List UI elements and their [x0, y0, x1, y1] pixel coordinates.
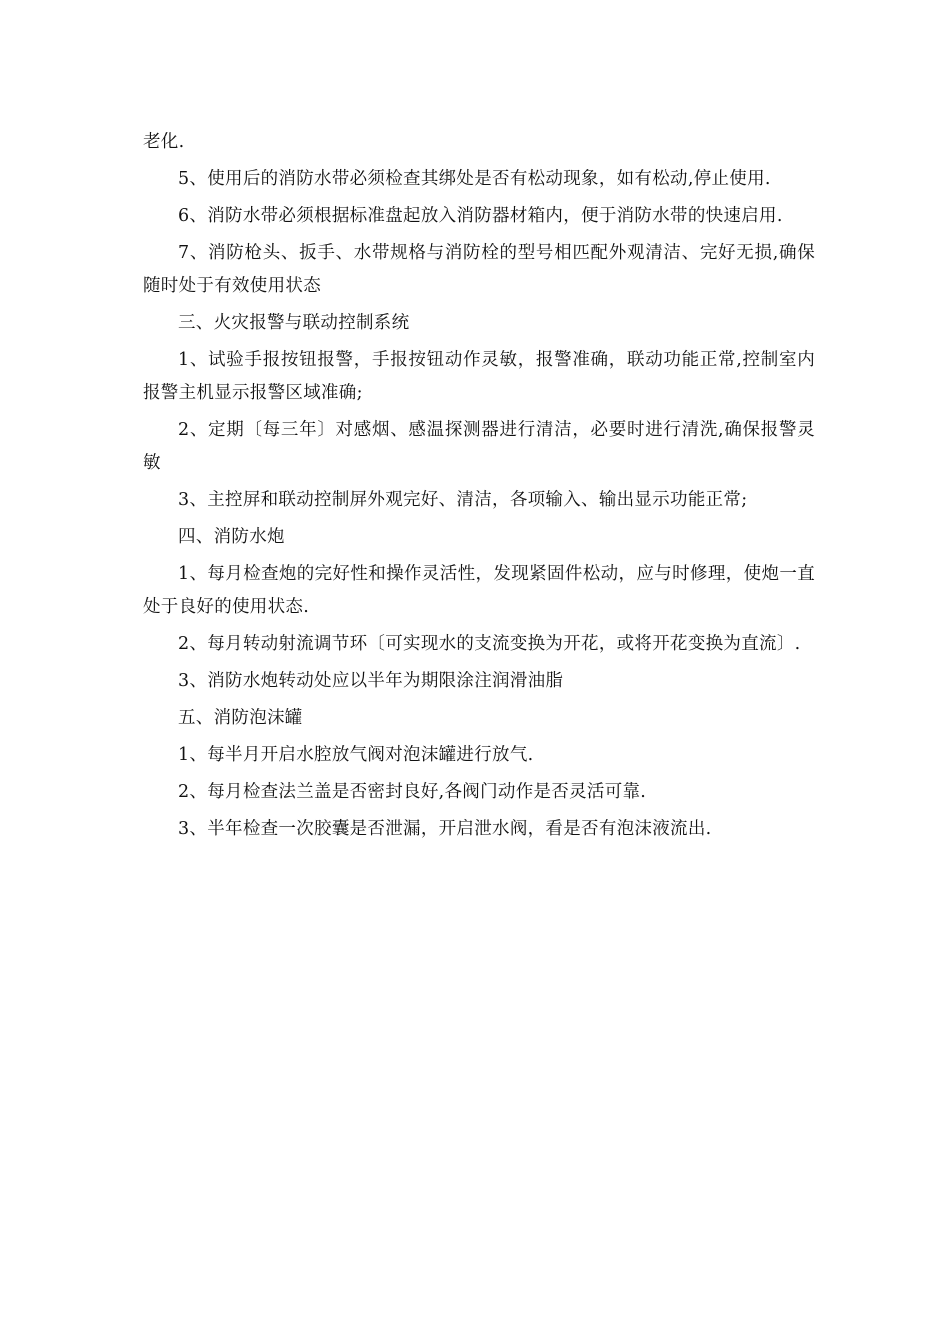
paragraph-alarm-item-3: 3、主控屏和联动控制屏外观完好、清洁，各项输入、输出显示功能正常;	[178, 490, 748, 510]
paragraph-foam-item-2: 2、每月检查法兰盖是否密封良好,各阀门动作是否灵活可靠.	[178, 782, 647, 802]
paragraph-cannon-item-1: 1、每月检查炮的完好性和操作灵活性，发现紧固件松动，应与时修理，使炮一直处于良好的使用状态.	[143, 564, 815, 617]
paragraph-foam-item-1: 1、每半月开启水腔放气阀对泡沫罐进行放气.	[178, 745, 534, 765]
paragraph-cannon-item-3: 3、消防水炮转动处应以半年为期限涂注润滑油脂	[178, 671, 564, 691]
paragraph-alarm-item-2: 2、定期〔每三年〕对感烟、感温探测器进行清洁，必要时进行清洗,确保报警灵敏	[143, 420, 815, 473]
section-heading-fire-alarm: 三、火灾报警与联动控制系统	[178, 313, 410, 333]
paragraph-continuation: 老化.	[143, 132, 185, 152]
section-heading-water-cannon: 四、消防水炮	[178, 527, 285, 547]
paragraph-hose-item-5: 5、使用后的消防水带必须检查其绑处是否有松动现象，如有松动,停止使用.	[178, 169, 771, 189]
paragraph-hose-item-7: 7、消防枪头、扳手、水带规格与消防栓的型号相匹配外观清洁、完好无损,确保随时处于有效使用状态	[143, 243, 815, 296]
document-body	[143, 126, 815, 850]
paragraph-hose-item-6: 6、消防水带必须根据标准盘起放入消防器材箱内，便于消防水带的快速启用.	[178, 206, 783, 226]
section-heading-foam-tank: 五、消防泡沫罐	[178, 708, 303, 728]
paragraph-alarm-item-1: 1、试验手报按钮报警，手报按钮动作灵敏，报警准确，联动功能正常,控制室内报警主机显示报警区域准确;	[143, 350, 815, 403]
paragraph-foam-item-3: 3、半年检查一次胶囊是否泄漏，开启泄水阀，看是否有泡沫液流出.	[178, 819, 712, 839]
paragraph-cannon-item-2: 2、每月转动射流调节环〔可实现水的支流变换为开花，或将开花变换为直流〕.	[178, 634, 801, 654]
